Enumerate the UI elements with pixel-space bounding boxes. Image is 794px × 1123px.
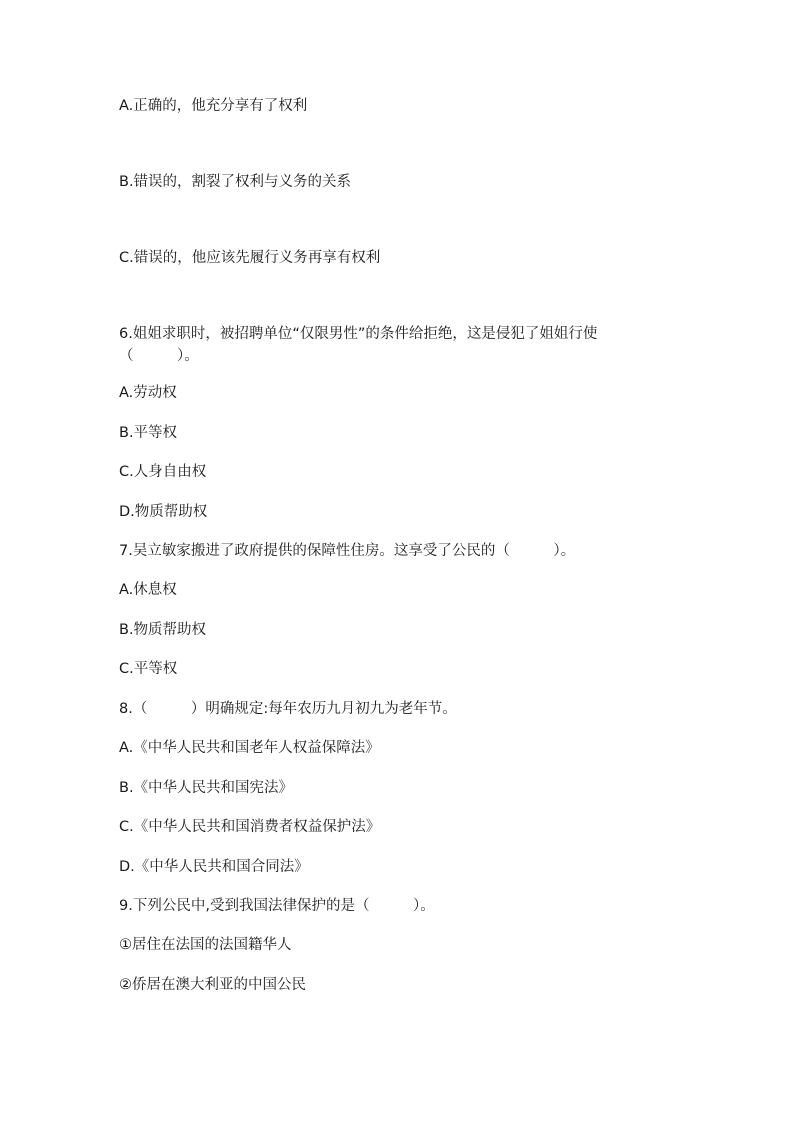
q8-option-d: D.《中华人民共和国合同法》 xyxy=(119,859,309,875)
q6-option-c: C.人身自由权 xyxy=(119,464,207,480)
q6-stem-line2: （ ）。 xyxy=(119,348,199,364)
q5-option-a: A.正确的，他充分享有了权利 xyxy=(119,98,308,114)
q6-option-d: D.物质帮助权 xyxy=(119,504,208,520)
q8-option-c: C.《中华人民共和国消费者权益保护法》 xyxy=(119,819,381,835)
q6-option-a: A.劳动权 xyxy=(119,385,177,401)
q7-stem: 7.吴立敏家搬进了政府提供的保障性住房。这享受了公民的（ ）。 xyxy=(119,543,576,559)
q9-stem: 9.下列公民中,受到我国法律保护的是（ ）。 xyxy=(119,898,435,914)
q6-stem-line1: 6.姐姐求职时，被招聘单位“仅限男性”的条件给拒绝，这是侵犯了姐姐行使 xyxy=(119,326,598,342)
q5-option-b: B.错误的，割裂了权利与义务的关系 xyxy=(119,174,352,190)
q6-option-b: B.平等权 xyxy=(119,425,178,441)
q7-option-c: C.平等权 xyxy=(119,661,178,677)
q5-option-c: C.错误的，他应该先履行义务再享有权利 xyxy=(119,250,381,266)
q8-option-a: A.《中华人民共和国老年人权益保障法》 xyxy=(119,740,380,756)
q8-option-b: B.《中华人民共和国宪法》 xyxy=(119,780,294,796)
q7-option-a: A.休息权 xyxy=(119,582,177,598)
q7-option-b: B.物质帮助权 xyxy=(119,622,207,638)
q8-stem: 8.（ ）明确规定:每年农历九月初九为老年节。 xyxy=(119,701,457,717)
q9-item-1: ①居住在法国的法国籍华人 xyxy=(119,937,292,953)
q9-item-2: ②侨居在澳大利亚的中国公民 xyxy=(119,977,306,993)
